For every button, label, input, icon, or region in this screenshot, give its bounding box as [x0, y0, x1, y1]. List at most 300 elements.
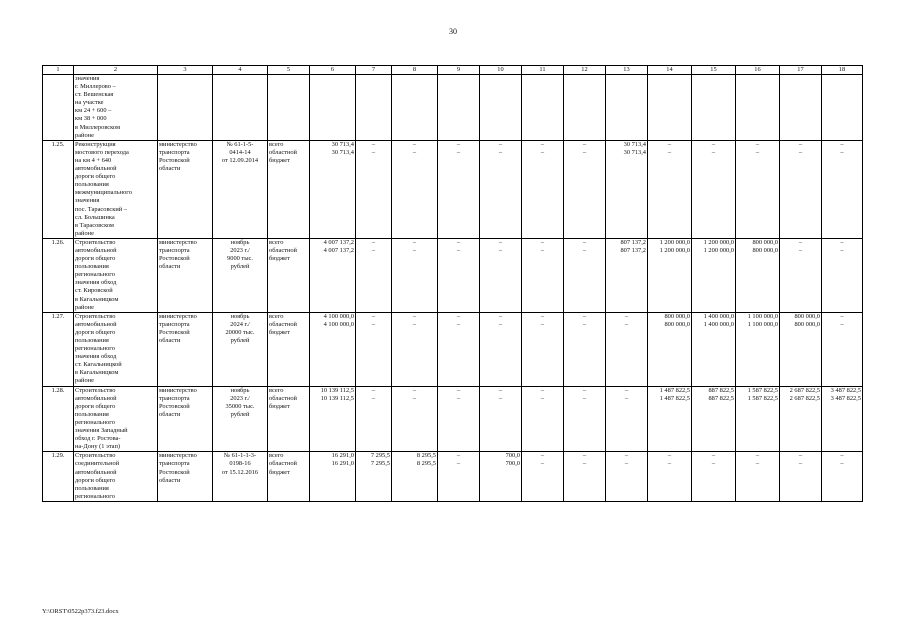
amount-total: – [456, 312, 461, 320]
amount-total: 1 200 000,0 [703, 238, 734, 246]
amount-total: 1 487 822,5 [659, 386, 690, 394]
amount-cell [310, 386, 356, 452]
text-line: дороги общего [75, 476, 116, 484]
amount-cell [736, 452, 780, 502]
column-number-cell: 17 [780, 66, 822, 75]
empty-cell [356, 75, 392, 141]
amount-cell [606, 452, 648, 502]
column-number-cell: 5 [268, 66, 310, 75]
amount-total: – [755, 140, 760, 148]
amount-total: – [498, 140, 503, 148]
empty-cell [310, 75, 356, 141]
amount-total: – [840, 140, 844, 148]
row-number-cell: 1.28. [43, 386, 74, 452]
text-line: 35000 тыс. [225, 402, 255, 410]
document-cell [213, 140, 268, 238]
text-line: области [159, 263, 181, 271]
amount-total: – [456, 140, 461, 148]
amount-regional-budget: – [711, 460, 716, 468]
text-line: в Тарасовском [75, 221, 114, 229]
amount-total: 1 200 000,0 [659, 238, 690, 246]
amount-total: – [412, 312, 417, 320]
text-line: ноябрь [230, 386, 250, 394]
table-row [43, 238, 863, 312]
amount-regional-budget: – [540, 394, 545, 402]
amount-regional-budget: – [498, 320, 503, 328]
text-line: км 24 + 600 – [75, 107, 112, 115]
text-line: бюджет [269, 328, 290, 336]
funding-source-cell [268, 140, 310, 238]
text-line: дороги общего [75, 328, 116, 336]
amount-cell [736, 386, 780, 452]
object-name-cell [74, 238, 158, 312]
amount-total: 2 687 822,5 [789, 386, 820, 394]
amount-total: 4 100 000,0 [323, 312, 354, 320]
responsible-executor-cell [158, 238, 213, 312]
empty-cell [564, 75, 606, 141]
column-number-cell: 8 [392, 66, 438, 75]
text-line: рублей [230, 410, 250, 418]
amount-cell [522, 140, 564, 238]
text-line: ст. Вешенская [75, 91, 114, 99]
text-line: от 12.09.2014 [221, 156, 259, 164]
amount-cell [648, 238, 692, 312]
amount-regional-budget: 2 687 822,5 [789, 394, 820, 402]
column-number-cell: 7 [356, 66, 392, 75]
empty-cell [438, 75, 480, 141]
amount-regional-budget: – [540, 148, 545, 156]
amount-total: 16 291,0 [331, 452, 354, 460]
file-path-footer: Y:\ORST\0522p373.f23.docx [42, 608, 119, 615]
source-total-label: всего [269, 312, 284, 320]
text-line: значения [75, 75, 100, 82]
empty-cell [480, 75, 522, 141]
amount-total: – [840, 452, 844, 460]
column-number-cell: 2 [74, 66, 158, 75]
amount-cell [480, 452, 522, 502]
amount-regional-budget: 10 139 112,5 [320, 394, 354, 402]
column-number-cell: 9 [438, 66, 480, 75]
row-number-cell: 1.27. [43, 312, 74, 386]
text-line: транспорта [159, 320, 190, 328]
amount-total: 10 139 112,5 [320, 386, 354, 394]
text-line: областной [269, 246, 297, 254]
amount-cell [480, 238, 522, 312]
object-name-cell [74, 140, 158, 238]
amount-cell [310, 452, 356, 502]
responsible-executor-cell [158, 140, 213, 238]
text-line: 0198-16 [229, 460, 251, 468]
text-line: Ростовской [159, 328, 190, 336]
text-line: районе [75, 303, 94, 311]
text-line: регионального [75, 345, 115, 353]
empty-cell [522, 75, 564, 141]
column-number-cell: 3 [158, 66, 213, 75]
column-number-cell: 1 [43, 66, 74, 75]
amount-regional-budget: – [540, 246, 545, 254]
amount-regional-budget: – [540, 320, 545, 328]
text-line: транспорта [159, 246, 190, 254]
amount-cell [522, 312, 564, 386]
text-line: министерство [159, 386, 197, 394]
text-line: значения Западный [75, 427, 128, 435]
amount-regional-budget: 800 000,0 [752, 246, 778, 254]
text-line: в Миллеровском [75, 123, 121, 131]
amount-regional-budget: – [840, 320, 844, 328]
amount-total: – [498, 386, 503, 394]
text-line: районе [75, 377, 94, 385]
amount-cell [606, 312, 648, 386]
text-line: районе [75, 229, 94, 237]
amount-regional-budget: 1 587 822,5 [747, 394, 778, 402]
text-line: ст. Кировской [75, 287, 113, 295]
funding-source-cell [268, 452, 310, 502]
amount-cell [606, 238, 648, 312]
amount-total: – [371, 238, 376, 246]
amount-total: 7 295,5 [370, 452, 390, 460]
amount-total: 700,0 [505, 452, 520, 460]
amount-regional-budget: – [840, 148, 844, 156]
text-line: 2024 г./ [230, 320, 250, 328]
responsible-executor-cell [158, 452, 213, 502]
amount-regional-budget: – [456, 148, 461, 156]
object-name-cell [74, 452, 158, 502]
text-line: № 61-1-5- [226, 140, 254, 148]
amount-regional-budget: – [798, 460, 803, 468]
responsible-executor-cell [158, 386, 213, 452]
text-line: бюджет [269, 402, 290, 410]
amount-total: – [456, 452, 461, 460]
amount-regional-budget: – [540, 460, 545, 468]
amount-regional-budget: – [412, 394, 417, 402]
row-number-cell: 1.29. [43, 452, 74, 502]
amount-total: – [498, 312, 503, 320]
amount-regional-budget: – [582, 460, 587, 468]
text-line: транспорта [159, 148, 190, 156]
amount-regional-budget: – [456, 460, 461, 468]
text-line: бюджет [269, 255, 290, 263]
amount-cell [648, 452, 692, 502]
amount-regional-budget: – [711, 148, 716, 156]
source-total-label: всего [269, 452, 284, 460]
amount-total: – [540, 386, 545, 394]
amount-regional-budget: 4 100 000,0 [323, 320, 354, 328]
amount-total: – [456, 386, 461, 394]
amount-total: – [582, 452, 587, 460]
text-line: районе [75, 131, 94, 139]
text-line: на-Дону (1 этап) [75, 443, 120, 451]
amount-total: 887 822,5 [708, 386, 734, 394]
amount-regional-budget: – [498, 394, 503, 402]
column-number-cell: 4 [213, 66, 268, 75]
column-number-cell: 12 [564, 66, 606, 75]
amount-regional-budget: 8 295,5 [416, 460, 436, 468]
amount-total: 4 007 137,2 [323, 238, 354, 246]
amount-total: – [840, 312, 844, 320]
amount-regional-budget: – [798, 148, 803, 156]
amount-regional-budget: 4 007 137,2 [323, 246, 354, 254]
amount-cell [392, 238, 438, 312]
program-table [42, 65, 863, 502]
amount-cell [648, 386, 692, 452]
text-line: пользования [75, 337, 109, 344]
text-line: автомобильной [75, 165, 117, 173]
amount-regional-budget: – [371, 246, 376, 254]
empty-cell [43, 75, 74, 141]
text-line: Строительство [75, 452, 116, 460]
amount-cell [356, 140, 392, 238]
responsible-executor-cell [158, 312, 213, 386]
text-line: Ростовской [159, 255, 190, 263]
amount-cell [564, 238, 606, 312]
amount-cell [822, 386, 863, 452]
source-total-label: всего [269, 238, 284, 246]
empty-cell [213, 75, 268, 141]
amount-regional-budget: 30 713,4 [331, 148, 354, 156]
text-line: области [159, 337, 181, 344]
amount-regional-budget: – [755, 148, 760, 156]
text-line: 20000 тыс. [225, 328, 255, 336]
text-line: 2023 г./ [230, 394, 250, 402]
row-number-cell: 1.26. [43, 238, 74, 312]
amount-cell [606, 386, 648, 452]
amount-cell [736, 312, 780, 386]
text-line: на участке [75, 99, 104, 107]
text-line: Ростовской [159, 402, 190, 410]
empty-cell [692, 75, 736, 141]
amount-total: – [667, 140, 672, 148]
amount-cell [356, 452, 392, 502]
amount-cell [692, 452, 736, 502]
amount-regional-budget: – [498, 246, 503, 254]
amount-regional-budget: 800 000,0 [664, 320, 690, 328]
amount-regional-budget: 7 295,5 [370, 460, 390, 468]
text-line: Строительство [75, 312, 116, 320]
column-number-cell: 10 [480, 66, 522, 75]
amount-cell [392, 140, 438, 238]
amount-regional-budget: 1 200 000,0 [659, 246, 690, 254]
amount-cell [392, 452, 438, 502]
document-cell [213, 238, 268, 312]
amount-cell [392, 386, 438, 452]
amount-cell [438, 312, 480, 386]
amount-cell [564, 386, 606, 452]
amount-cell [780, 312, 822, 386]
amount-cell [692, 238, 736, 312]
empty-cell [392, 75, 438, 141]
amount-regional-budget: – [582, 320, 587, 328]
text-line: Ростовской [159, 468, 190, 476]
amount-regional-budget: – [624, 320, 629, 328]
object-name-cell [74, 312, 158, 386]
funding-source-cell [268, 238, 310, 312]
object-name-cell [74, 386, 158, 452]
text-line: мостового перехода [75, 148, 129, 156]
column-number-cell: 13 [606, 66, 648, 75]
object-name-cell [74, 75, 158, 141]
amount-total: – [624, 312, 629, 320]
text-line: ноябрь [230, 238, 250, 246]
text-line: областной [269, 460, 297, 468]
amount-total: – [798, 452, 803, 460]
text-line: дороги общего [75, 402, 116, 410]
column-number-cell: 18 [822, 66, 863, 75]
empty-cell [648, 75, 692, 141]
amount-cell [648, 312, 692, 386]
amount-regional-budget: 1 400 000,0 [703, 320, 734, 328]
amount-regional-budget: 16 291,0 [331, 460, 354, 468]
empty-cell [780, 75, 822, 141]
document-cell [213, 452, 268, 502]
amount-total: – [755, 452, 760, 460]
text-line: дороги общего [75, 255, 116, 263]
text-line: области [159, 476, 181, 484]
row-number-cell: 1.25. [43, 140, 74, 238]
text-line: 0414-14 [229, 148, 251, 156]
text-line: 2023 г./ [230, 246, 250, 254]
text-line: пользования [75, 181, 109, 189]
amount-total: 1 100 000,0 [747, 312, 778, 320]
empty-cell [268, 75, 310, 141]
amount-cell [606, 140, 648, 238]
amount-regional-budget: – [456, 394, 461, 402]
amount-regional-budget: – [498, 148, 503, 156]
amount-cell [780, 386, 822, 452]
amount-cell [736, 140, 780, 238]
amount-total: – [412, 140, 417, 148]
amount-regional-budget: – [798, 246, 803, 254]
text-line: пос. Тарасовский – [75, 205, 128, 213]
amount-total: – [412, 386, 417, 394]
text-line: ст. Кагальницкой [75, 361, 122, 369]
amount-cell [356, 386, 392, 452]
text-line: соединительной [75, 460, 120, 468]
amount-regional-budget: 887 822,5 [708, 394, 734, 402]
amount-total: – [798, 238, 803, 246]
text-line: рублей [230, 263, 250, 271]
amount-cell [480, 140, 522, 238]
amount-total: – [711, 452, 716, 460]
amount-cell [822, 312, 863, 386]
column-number-cell: 16 [736, 66, 780, 75]
amount-cell [692, 312, 736, 386]
empty-cell [822, 75, 863, 141]
table-row [43, 312, 863, 386]
text-line: области [159, 165, 181, 173]
text-line: регионального [75, 492, 115, 500]
amount-regional-budget: 800 000,0 [794, 320, 820, 328]
column-number-row [43, 66, 863, 75]
amount-cell [480, 312, 522, 386]
amount-cell [780, 140, 822, 238]
text-line: № 61-1-1-3- [223, 452, 257, 460]
text-line: дороги общего [75, 173, 116, 181]
text-line: министерство [159, 140, 197, 148]
document-cell [213, 312, 268, 386]
amount-total: 1 400 000,0 [703, 312, 734, 320]
amount-regional-budget: 1 200 000,0 [703, 246, 734, 254]
text-line: Ростовской [159, 156, 190, 164]
text-line: в Кагальницком [75, 295, 119, 303]
amount-cell [438, 386, 480, 452]
amount-cell [692, 386, 736, 452]
amount-regional-budget: – [755, 460, 760, 468]
amount-total: 800 000,0 [752, 238, 778, 246]
text-line: 9000 тыс. [227, 255, 253, 263]
amount-cell [780, 238, 822, 312]
text-line: автомобильной [75, 320, 117, 328]
table-row-continuation [43, 75, 863, 141]
amount-cell [736, 238, 780, 312]
text-line: бюджет [269, 156, 290, 164]
amount-regional-budget: – [582, 148, 587, 156]
amount-total: 8 295,5 [416, 452, 436, 460]
empty-cell [606, 75, 648, 141]
amount-cell [438, 452, 480, 502]
amount-regional-budget: – [624, 394, 629, 402]
amount-cell [356, 312, 392, 386]
text-line: Реконструкция [75, 140, 116, 148]
column-number-cell: 14 [648, 66, 692, 75]
text-line: от 15.12.2016 [221, 468, 259, 476]
amount-total: – [582, 238, 587, 246]
amount-total: – [540, 140, 545, 148]
amount-regional-budget: – [582, 394, 587, 402]
amount-regional-budget: – [371, 148, 376, 156]
amount-regional-budget: 1 100 000,0 [747, 320, 778, 328]
amount-regional-budget: 807 137,2 [620, 246, 646, 254]
text-line: г. Миллерово – [75, 83, 116, 91]
text-line: межмуниципального [75, 189, 132, 197]
text-line: Строительство [75, 386, 116, 394]
amount-regional-budget: – [840, 460, 844, 468]
text-line: сл. Большинка [75, 213, 115, 221]
text-line: пользования [75, 410, 109, 418]
amount-regional-budget: 30 713,4 [623, 148, 646, 156]
text-line: областной [269, 394, 297, 402]
amount-cell [310, 312, 356, 386]
text-line: транспорта [159, 460, 190, 468]
text-line: министерство [159, 452, 197, 460]
amount-total: – [711, 140, 716, 148]
amount-cell [310, 238, 356, 312]
text-line: Строительство [75, 238, 116, 246]
amount-total: – [840, 238, 844, 246]
amount-total: 807 137,2 [620, 238, 646, 246]
text-line: в Кагальницком [75, 369, 119, 377]
funding-source-cell [268, 312, 310, 386]
text-line: обход г. Ростова- [75, 435, 121, 443]
amount-regional-budget: 1 487 822,5 [659, 394, 690, 402]
text-line: пользования [75, 484, 109, 492]
column-number-cell: 11 [522, 66, 564, 75]
text-line: областной [269, 320, 297, 328]
text-line: министерство [159, 238, 197, 246]
amount-cell [822, 238, 863, 312]
amount-cell [648, 140, 692, 238]
funding-source-cell [268, 386, 310, 452]
amount-total: 800 000,0 [664, 312, 690, 320]
amount-cell [780, 452, 822, 502]
text-line: министерство [159, 312, 197, 320]
table-row [43, 140, 863, 238]
text-line: значения [75, 197, 100, 205]
amount-regional-budget: – [456, 246, 461, 254]
text-line: регионального [75, 271, 115, 279]
table-row [43, 452, 863, 502]
empty-cell [158, 75, 213, 141]
amount-regional-budget: – [667, 460, 672, 468]
